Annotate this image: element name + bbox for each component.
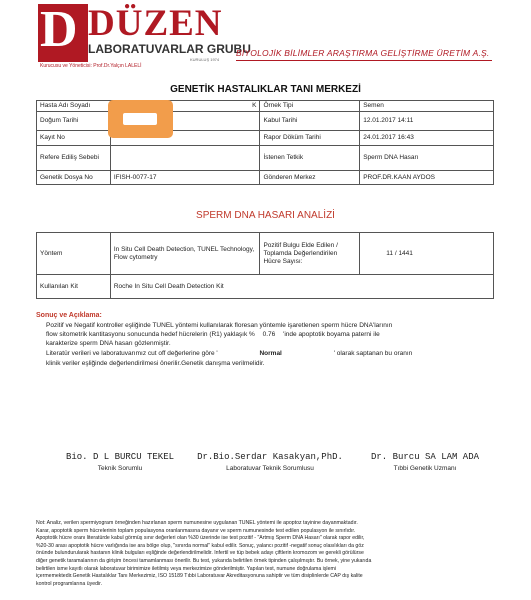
footnote-line: Karar, apoptotik sperm hücrelerinin toplam populasyona oranlanmasına dayanır ve sperm numunesinde test edilen populasyon ile sınırlıdır. [36,527,356,534]
table-row [37,171,494,185]
field-label: Hasta Adı Soyadı [37,101,111,112]
result-line [46,331,380,339]
kit-value: Roche In Situ Cell Death Detection Kit [110,275,493,299]
redaction-mark-inner [123,113,157,125]
field-value: PROF.DR.KAAN AYDOS [360,171,494,185]
established-label: KURULUŞ 1974 [190,57,220,62]
result-line: klinik veriler eşliğinde değerlendirilmesi önerilir.Genetik danışma verilmelidir. [46,360,265,367]
field-value: K [110,101,260,112]
motto-underline [236,60,492,61]
footnote [36,520,496,588]
field-label: Genetik Dosya No [37,171,111,185]
founder-text: Kurucusu ve Yöneticisi: Prof.Dr.Yalçın LALELİ [40,63,142,69]
brand-subtitle: LABORATUVARLAR GRUBU [88,42,251,56]
logo-letter: D [40,1,78,58]
result-line: Pozitif ve Negatif kontroller eşliğinde TUNEL yöntemi kullanılarak floresan yöntemle işaretlenen sperm hücre DNA'larının [46,322,393,329]
field-value: 12.01.2017 14:11 [360,112,494,131]
method-label: Yöntem [37,233,111,275]
company-motto: BİYOLOJİK BİLİMLER ARAŞTIRMA GELİŞTİRME ÜRETİM A.Ş. [236,48,490,58]
field-label: İstenen Tetkik [260,146,360,171]
analysis-title: SPERM DNA HASARI ANALİZİ [196,210,335,221]
result-text: 'inde apoptotik boyama paterni ile [283,331,380,338]
field-label: Doğum Tarihi [37,112,111,131]
signature-role: Laboratuvar Teknik Sorumlusu [226,465,314,472]
table-row [37,146,494,171]
damage-percentage: 0.76 [262,331,276,338]
brand-name: DÜZEN [88,3,223,44]
field-label: Gönderen Merkez [260,171,360,185]
footnote-line: Apoptotik hücre oranı literatürde kabul görmüş sınır değerleri olan %30 üzerinde ise test pozitif - "Artmış Sperm DNA Hasarı" olarak rapor edilir, [36,535,365,542]
field-label: Kayıt No [37,131,111,146]
signature-name: Dr. Burcu SA LAM ADA [370,452,480,462]
patient-info-table [36,100,494,185]
table-row [37,275,494,299]
signature-name: Bio. D L BURCU TEKEL [65,452,175,462]
footnote-line: içermemektedir.Genetik Hastalıklar Tanı Merkezimiz, ISO 15189 Tıbbi Laboratuvar Akreditasyonuna sahiptir ve tüm disiplinlerde CAP dış kalite [36,573,363,580]
result-line [46,350,412,358]
field-label: Refere Ediliş Sebebi [37,146,111,171]
field-value: IFISH-0077-17 [110,171,260,185]
table-row [37,101,494,112]
result-line: karakterize sperm DNA hasarı gözlenmiştir. [46,340,171,347]
kit-label: Kullanılan Kit [37,275,111,299]
field-value: 24.01.2017 16:43 [360,131,494,146]
positive-label: Pozitif Bulgu Elde Edilen / Toplamda Değerlendirilen Hücre Sayısı: [260,233,360,275]
field-value: Sperm DNA Hasarı [360,146,494,171]
footnote-line: %20-30 arası apoptotik hücre varlığında ise ara bölge olup, "sınırda normal" kabul edilir. Sonuç, yalancı pozitif -negatif sonuç olasılıkları da göz [36,542,364,549]
footnote-line: belirtilen isme kayıtlı olarak laboratuvar birimimize iletilmiş veya merkezimize gönderilmiştir. Yapılan test, numune doğrulama işlemi [36,565,336,572]
page-title: GENETİK HASTALIKLAR TANI MERKEZİ [170,84,361,95]
analysis-table [36,232,494,299]
footnote-line: Not: Analiz, verilen spermiyogram örneğinden hazırlanan sperm numunesine uygulanan TUNEL yöntemi ile apoptoz tayinine dayanmaktadır. [36,520,358,526]
positive-value: 11 / 1441 [360,233,494,275]
field-label: Kabul Tarihi [260,112,360,131]
result-verdict: Normal [259,350,282,357]
method-value: In Situ Cell Death Detection, TUNEL Technology, Flow cytometry [110,233,260,275]
footnote-line: önünde bulundurularak hastanın klinik bulguları eşliğinde değerlendirilmelidir. İnfertil ve tüp bebek adayı çiftlerin kromozom ve gerekli görülürse [36,550,364,557]
result-title: Sonuç ve Açıklama: [36,312,102,319]
result-text: ' olarak saptanan bu oranın [333,350,413,357]
table-row [37,233,494,275]
table-row [37,131,494,146]
field-value [110,146,260,171]
signature-name: Dr.Bio.Serdar Kasakyan,PhD. [197,452,343,462]
footnote-line: diğer genetik taramalarının da girişim öncesi tamamlanması önerilir. Bu test, yukarıda belirtilen örnek tipinden çalışılmıştır. Bu örnek, yine yukarıda [36,557,372,564]
field-label: Örnek Tipi [260,101,360,112]
table-row [37,112,494,131]
result-text: flow sitometrik kantitasyonu sonucunda hedef hücrelerin (R1) yaklaşık % [46,331,255,338]
field-label: Rapor Döküm Tarihi [260,131,360,146]
signature-role: Tıbbi Genetik Uzmanı [393,465,457,472]
field-value: Semen [360,101,494,112]
result-text: Literatür verileri ve laboratuvarımız cut off değerlerine göre ' [46,350,218,357]
signature-role: Teknik Sorumlu [97,465,143,472]
footnote-line: kontrol programlarına üyedir. [36,580,103,587]
